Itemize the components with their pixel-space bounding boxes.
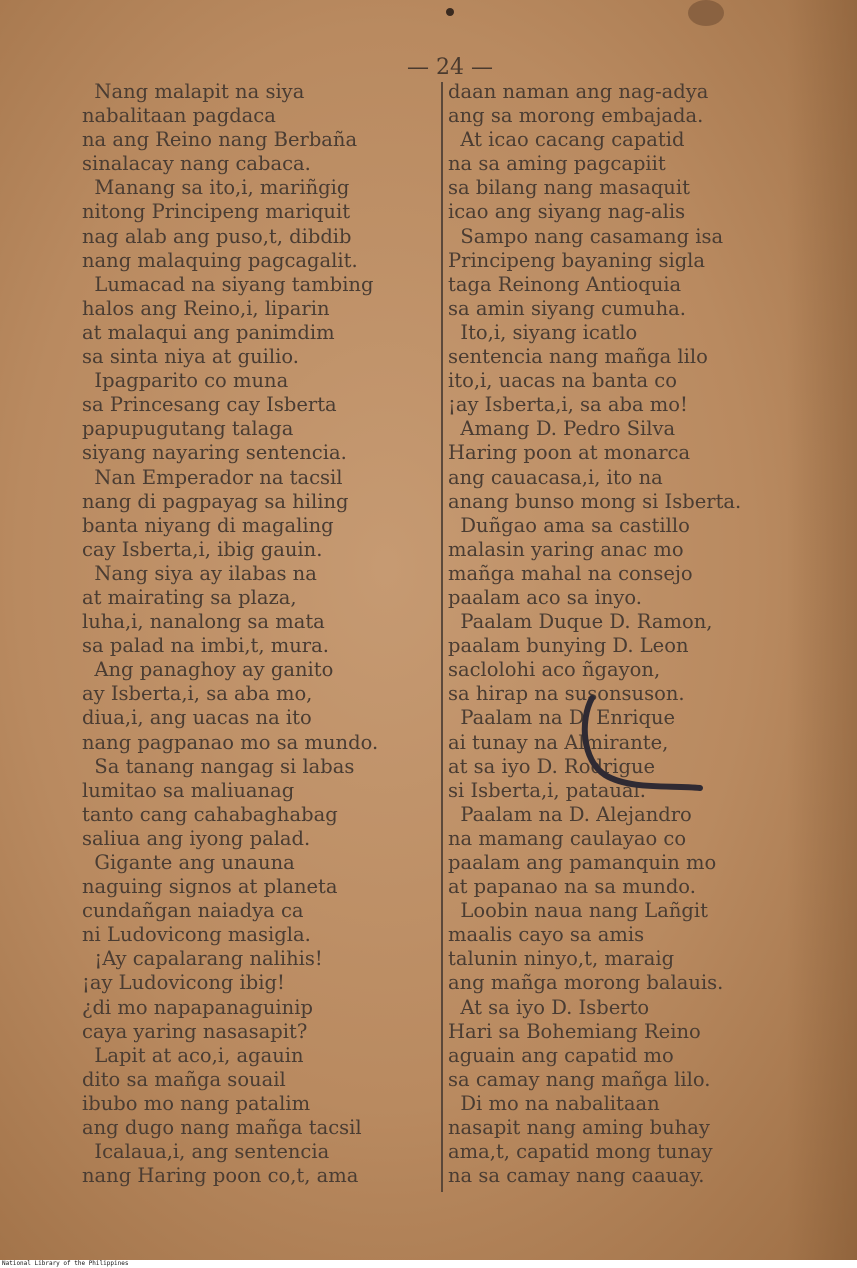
- verse-line: diua,i, ang uacas na ito: [82, 706, 312, 730]
- verse-line: tanto cang cahabaghabag: [82, 802, 338, 826]
- verse-line: sa hirap na susonsuson.: [448, 682, 685, 706]
- verse-line: ibubo mo nang patalim: [82, 1091, 311, 1115]
- verse-line: Di mo na nabalitaan: [448, 1091, 660, 1115]
- left-column: [82, 80, 437, 1188]
- page-edge-shadow: [787, 0, 857, 1260]
- right-column: [448, 80, 793, 1188]
- verse-line: Manang sa ito,i, mariñgig: [82, 176, 350, 200]
- verse-line: paalam bunying D. Leon: [448, 634, 689, 658]
- verse-line: At icao cacang capatid: [448, 128, 685, 152]
- verse-line: sentencia nang mañga lilo: [448, 345, 708, 369]
- verse-line: Lumacad na siyang tambing: [82, 272, 374, 296]
- verse-line: talunin ninyo,t, maraig: [448, 947, 675, 971]
- verse-line: ai tunay na Almirante,: [448, 730, 669, 754]
- verse-line: lumitao sa maliuanag: [82, 778, 295, 802]
- verse-line: maalis cayo sa amis: [448, 923, 645, 947]
- verse-line: Paalam na D. Enrique: [448, 706, 676, 730]
- ink-stroke-mark: [560, 690, 710, 800]
- verse-line: Sa tanang nangag si labas: [82, 754, 355, 778]
- verse-line: mañga mahal na consejo: [448, 561, 693, 585]
- verse-line: Duñgao ama sa castillo: [448, 513, 690, 537]
- verse-line: na ang Reino nang Berbaña: [82, 128, 358, 152]
- verse-line: ang cauacasa,i, ito na: [448, 465, 663, 489]
- verse-line: Nang malapit na siya: [82, 80, 305, 103]
- verse-line: paalam ang pamanquin mo: [448, 851, 717, 874]
- verse-line: aguain ang capatid mo: [448, 1043, 674, 1067]
- verse-line: nag alab ang puso,t, dibdib: [82, 224, 352, 248]
- verse-line: Haring poon at monarca: [448, 441, 691, 465]
- verse-line: siyang nayaring sentencia.: [82, 441, 347, 465]
- verse-line: Paalam na D. Alejandro: [448, 802, 692, 826]
- ink-dot: [446, 8, 454, 16]
- verse-line: malasin yaring anac mo: [448, 537, 684, 561]
- footer-credit: National Library of the Philippines: [2, 1260, 129, 1267]
- verse-line: Sampo nang casamang isa: [448, 224, 724, 248]
- verse-line: Paalam Duque D. Ramon,: [448, 610, 713, 634]
- verse-line: sa Princesang cay Isberta: [82, 393, 337, 417]
- verse-line: Gigante ang unauna: [82, 851, 295, 874]
- verse-line: ¡ay Ludovicong ibig!: [82, 971, 285, 995]
- verse-line: na sa camay nang caauay.: [448, 1164, 705, 1188]
- verse-line: na sa aming pagcapiit: [448, 152, 666, 176]
- verse-line: Loobin naua nang Lañgit: [448, 899, 708, 923]
- verse-line: nang malaquing pagcagalit.: [82, 248, 358, 272]
- verse-line: at sa iyo D. Rodrigue: [448, 754, 656, 778]
- verse-line: caya yaring nasasapit?: [82, 1019, 308, 1043]
- verse-line: sa bilang nang masaquit: [448, 176, 690, 200]
- verse-line: luha,i, nanalong sa mata: [82, 610, 325, 634]
- verse-line: nang pagpanao mo sa mundo.: [82, 730, 379, 754]
- verse-line: anang bunso mong si Isberta.: [448, 489, 742, 513]
- verse-line: nitong Principeng mariquit: [82, 200, 351, 224]
- page-number: — 24 —: [407, 55, 493, 80]
- verse-line: Ang panaghoy ay ganito: [82, 658, 334, 682]
- verse-line: taga Reinong Antioquia: [448, 272, 682, 296]
- verse-line: ang mañga morong balauis.: [448, 971, 724, 995]
- verse-line: Icalaua,i, ang sentencia: [82, 1140, 330, 1164]
- verse-line: sa camay nang mañga lilo.: [448, 1067, 711, 1091]
- verse-line: Ito,i, siyang icatlo: [448, 320, 638, 344]
- verse-line: ang dugo nang mañga tacsil: [82, 1116, 362, 1140]
- verse-line: naguing signos at planeta: [82, 875, 338, 899]
- verse-line: paalam aco sa inyo.: [448, 585, 643, 609]
- verse-line: ¡Ay capalarang nalihis!: [82, 947, 323, 971]
- verse-line: sa amin siyang cumuha.: [448, 296, 686, 320]
- verse-line: nasapit nang aming buhay: [448, 1116, 710, 1140]
- verse-line: at papanao na sa mundo.: [448, 875, 696, 899]
- verse-line: Principeng bayaning sigla: [448, 248, 706, 272]
- verse-line: nabalitaan pagdaca: [82, 104, 276, 128]
- verse-line: saliua ang iyong palad.: [82, 826, 311, 850]
- verse-line: sa palad na imbi,t, mura.: [82, 634, 329, 658]
- verse-line: ama,t, capatid mong tunay: [448, 1140, 713, 1164]
- verse-line: na mamang caulayao co: [448, 826, 687, 850]
- verse-line: ¿di mo napapanaguinip: [82, 995, 313, 1019]
- column-divider: [441, 82, 443, 1192]
- verse-line: Hari sa Bohemiang Reino: [448, 1019, 701, 1043]
- verse-line: Nang siya ay ilabas na: [82, 561, 317, 585]
- verse-line: cay Isberta,i, ibig gauin.: [82, 537, 323, 561]
- verse-line: Nan Emperador na tacsil: [82, 465, 343, 489]
- verse-line: halos ang Reino,i, liparin: [82, 296, 330, 320]
- verse-line: ¡ay Isberta,i, sa aba mo!: [448, 393, 688, 417]
- verse-line: Amang D. Pedro Silva: [448, 417, 676, 441]
- verse-line: nang di pagpayag sa hiling: [82, 489, 349, 513]
- verse-line: papupugutang talaga: [82, 417, 294, 441]
- verse-line: ni Ludovicong masigla.: [82, 923, 311, 947]
- verse-line: ito,i, uacas na banta co: [448, 369, 677, 393]
- verse-line: at mairating sa plaza,: [82, 585, 297, 609]
- verse-line: At sa iyo D. Isberto: [448, 995, 650, 1019]
- verse-line: cundañgan naiadya ca: [82, 899, 304, 923]
- verse-line: si Isberta,i, pataual.: [448, 778, 646, 802]
- verse-line: icao ang siyang nag-alis: [448, 200, 686, 224]
- verse-line: banta niyang di magaling: [82, 513, 334, 537]
- verse-line: Lapit at aco,i, agauin: [82, 1043, 304, 1067]
- verse-line: dito sa mañga souail: [82, 1067, 286, 1091]
- verse-line: sinalacay nang cabaca.: [82, 152, 311, 176]
- verse-line: nang Haring poon co,t, ama: [82, 1164, 359, 1188]
- verse-line: sa sinta niya at guilio.: [82, 345, 299, 369]
- verse-line: daan naman ang nag-adya: [448, 80, 709, 103]
- verse-line: ang sa morong embajada.: [448, 104, 704, 128]
- verse-line: saclolohi aco ñgayon,: [448, 658, 661, 682]
- paper-stain: [688, 0, 724, 26]
- verse-line: Ipagparito co muna: [82, 369, 289, 393]
- verse-line: ay Isberta,i, sa aba mo,: [82, 682, 313, 706]
- verse-line: at malaqui ang panimdim: [82, 320, 335, 344]
